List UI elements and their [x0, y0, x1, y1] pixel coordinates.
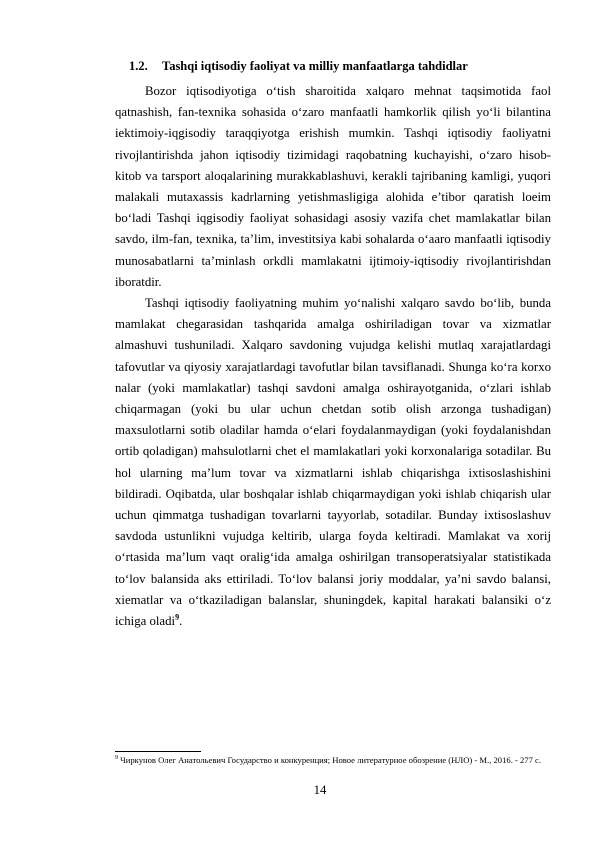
footnote-reference[interactable]: 9 [175, 612, 180, 622]
body-text [115, 81, 551, 632]
footnote [115, 755, 551, 766]
page-number: 14 [313, 783, 327, 797]
paragraph: Tashqi iqtisodiy faoliyatning muhim yo‘nalishi xalqaro savdo bo‘lib, bunda mamlakat chegarasidan tashqarida amalga oshiriladigan tovar va xizmatlar almashuvi tushuniladi. Xalqaro savdoning vujudga kelishi mutlaq xarajatlardagi tafovutlar va qiyosiy xarajatlardagi tavofutlar bilan tavsiflanadi. Shunga ko‘ra korxo nalar (yoki mamlakatlar) tashqi savdoni amalga oshirayotganida, o‘zlari ishlab chiqarmagan (yoki bu ular uchun chetdan sotib olish arzonga tushadigan) maxsulotlarni sotib oladilar hamda o‘elari foydalanmaydigan (yoki foydalanishdan ortib qoladigan) mahsulotlarni chet el mamlakatlari yoki korxonalariga sotadilar. Bu hol ularning ma’lum tovar va xizmatlarni ishlab chiqarishga ixtisoslashishini bildiradi. Oqibatda, ular boshqalar ishlab chiqarmaydigan yoki ishlab chiqarish ular uchun qimmatga tushadigan tovarlarni tayyorlab, sotadilar. Bunday ixtisoslashuv savdoda ustunlikni vujudga keltirib, ularga foyda keltiradi. Mamlakat va xorij o‘rtasida ma’lum vaqt oralig‘ida amalga oshirilgan transoperatsiyalar statistikada to‘lov balansida aks ettiriladi. To‘lov balansi joriy moddalar, ya’ni savdo balansi, xiematlar va o‘tkaziladigan balanslar, shuningdek, kapital harakati balansiki o‘z ichiga oladi$^9$. [115, 296, 551, 629]
footnote-divider [115, 751, 201, 752]
section-title: Tashqi iqtisodiy faoliyat va milliy manfaatlarga tahdidlar [162, 59, 468, 73]
section-heading [88, 59, 538, 74]
paragraph-text: Bozor iqtisodiyotiga o‘tish sharoitida xalqaro mehnat taqsimotida faol qatnashish, fan-texnika sohasida o‘zaro manfaatli hamkorlik qilish yo‘li bilantina iektimoiy-iqgisodiy taraqqiyotga erishish mumkin. Tashqi iqtisodiy faoliyatni rivojlantirishda jahon iqtisodiy tizimidagi raqobatning kuchayishi, o‘zaro hisob-kitob va tarsport aloqalarining murakkablashuvi, kerakli tajribaning kamligi, yuqori malakali mutaxassis kadrlarning yetishmasligiga alohida e’tibor qaratish loeim bo‘ladi Tashqi iqgisodiy faoliyat sohasidagi asosiy vazifa chet mamlakatlar bilan savdo, ilm-fan, texnika, ta’lim, investitsiya kabi sohalarda o‘aaro manfaatli iqtisodiy munosabatlarni ta’minlash orkdli mamlakatni ijtimoiy-iqtisodiy rivojlantirishdan iboratdir. [115, 84, 551, 289]
footnote-marker: 9 [115, 755, 118, 762]
paragraph [115, 81, 551, 293]
paragraph-text: Tashqi iqtisodiy faoliyatning muhim yo‘nalishi xalqaro savdo bo‘lib, bunda mamlakat chegarasidan tashqarida amalga oshiriladigan tovar va xizmatlar almashuvi tushuniladi. Xalqaro savdoning vujudga kelishi mutlaq xarajatlardagi tafovutlar va qiyosiy xarajatlardagi tavofutlar bilan tavsiflanadi. Shunga ko‘ra korxo nalar (yoki mamlakatlar) tashqi savdoni amalga oshirayotganida, o‘zlari ishlab chiqarmagan (yoki bu ular uchun chetdan sotib olish arzonga tushadigan) maxsulotlarni sotib oladilar hamda o‘elari foydalanmaydigan (yoki foydalanishdan ortib qoladigan) mahsulotlarni chet el mamlakatlari yoki korxonalariga sotadilar. Bu hol ularning ma’lum tovar va xizmatlarni ishlab chiqarishga ixtisoslashishini bildiradi. Oqibatda, ular boshqalar ishlab chiqarmaydigan yoki ishlab chiqarish ular uchun qimmatga tushadigan tovarlarni tayyorlab, sotadilar. Bunday ixtisoslashuv savdoda ustunlikni vujudga keltirib, ularga foyda keltiradi. Mamlakat va xorij o‘rtasida ma’lum vaqt oralig‘ida amalga oshirilgan transoperatsiyalar statistikada to‘lov balansida aks ettiriladi. To‘lov balansi joriy moddalar, ya’ni savdo balansi, xiematlar va o‘tkaziladigan balanslar, shuningdek, kapital harakati balansiki o‘z ichiga oladi [115, 296, 551, 629]
section-number: 1.2. [129, 59, 148, 73]
footnote-text: Чиркунов Олег Анатольевич Государство и конкуренция; Новое литературное обозрение (НЛО) - М., 2016. - 277 c. [120, 755, 542, 765]
